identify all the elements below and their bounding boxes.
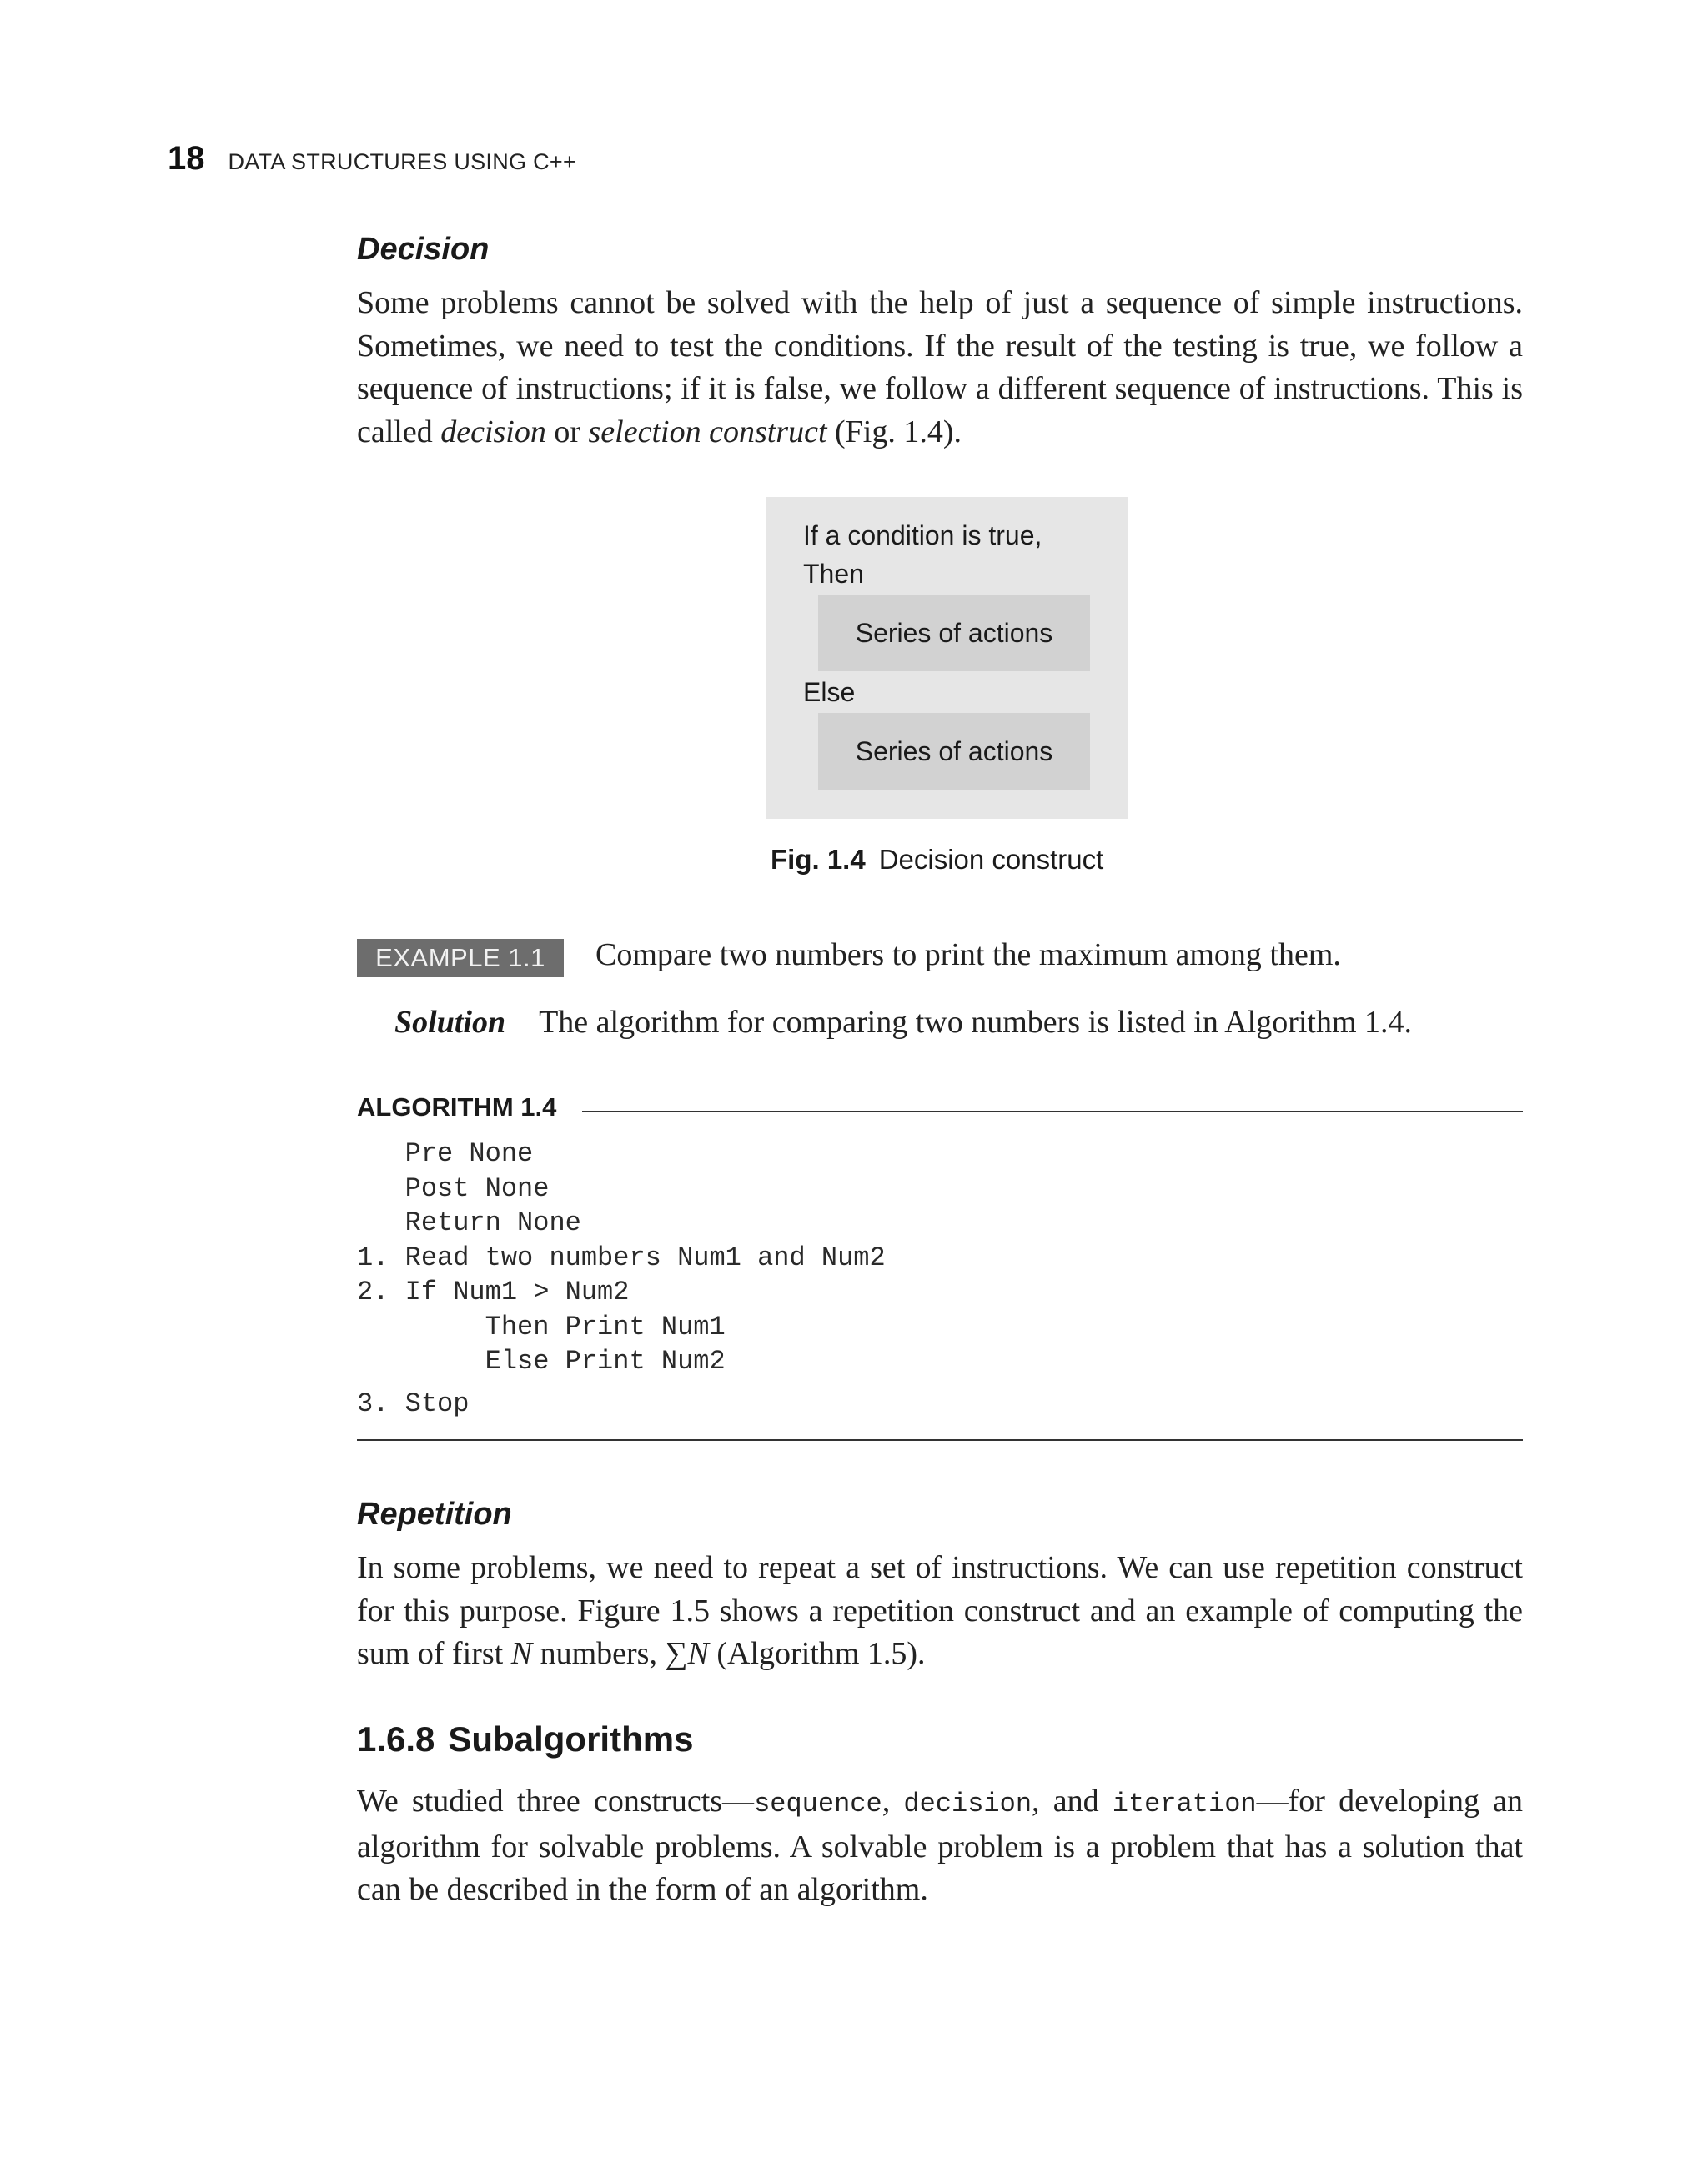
repetition-text-2: numbers, ∑ [532, 1636, 688, 1671]
figure-caption-label: Fig. 1.4 [771, 844, 866, 875]
figure-then-actions-label: Series of actions [855, 617, 1053, 648]
figure-else-actions-box [818, 713, 1090, 790]
decision-term: decision [440, 414, 546, 449]
section-number: 1.6.8 [357, 1719, 435, 1759]
solution-text: The algorithm for comparing two numbers is listed in Algorithm 1.4. [539, 1005, 1413, 1040]
repetition-text-1: In some problems, we need to repeat a set of instructions. We can use repetition construct for this purpose. Figure 1.5 shows a repetition construct and an example of computing the sum of first [357, 1550, 1523, 1671]
code-decision: decision [903, 1789, 1032, 1819]
figure-caption [771, 844, 1103, 876]
algorithm-line: Pre None [357, 1138, 534, 1169]
repetition-paragraph-block [357, 1547, 1523, 1676]
algorithm-code [357, 1137, 886, 1421]
figure-caption-text: Decision construct [878, 844, 1104, 875]
subalgorithms-text-1: We studied three constructs— [357, 1784, 755, 1819]
example-text: Compare two numbers to print the maximum among them. [595, 937, 1341, 972]
page-number: 18 [168, 140, 205, 177]
algorithm-line: Then Print Num1 [357, 1311, 726, 1342]
algorithm-line: 3. Stop [357, 1388, 470, 1419]
algorithm-line: Else Print Num2 [357, 1346, 726, 1377]
figure-then-label: Then [803, 559, 864, 589]
book-title: DATA STRUCTURES USING C++ [228, 149, 577, 174]
subalgorithms-sep-1: , [882, 1784, 904, 1819]
repetition-var-n-sum: N [687, 1636, 709, 1671]
code-sequence: sequence [754, 1789, 882, 1819]
figure-else-label: Else [803, 677, 856, 707]
decision-heading: Decision [357, 232, 490, 267]
subalgorithms-paragraph [357, 1780, 1523, 1912]
decision-text-2: or [545, 414, 589, 449]
algorithm-line: Return None [357, 1207, 581, 1238]
repetition-section [357, 1497, 1523, 1533]
section-heading [357, 1719, 1523, 1759]
solution-row [394, 1004, 1412, 1041]
figure-condition-line: If a condition is true, [803, 520, 1042, 550]
repetition-paragraph [357, 1547, 1523, 1676]
solution-label: Solution [394, 1005, 506, 1040]
algorithm-title: ALGORITHM 1.4 [357, 1092, 573, 1122]
algorithm-top-rule [582, 1111, 1523, 1112]
subalgorithms-sep-2: , and [1032, 1784, 1113, 1819]
figure-then-actions-box [818, 595, 1090, 671]
example-badge: EXAMPLE 1.1 [357, 939, 564, 977]
repetition-var-n: N [510, 1636, 533, 1671]
code-iteration: iteration [1112, 1789, 1257, 1819]
repetition-heading: Repetition [357, 1497, 512, 1532]
algorithm-bottom-rule [357, 1439, 1523, 1441]
subalgorithms-text-2: —for developing an algorithm for solvable problems. A solvable problem is a problem that has a solution that can be described in the form of an algorithm. [357, 1784, 1523, 1907]
subalgorithms-paragraph-block [357, 1780, 1523, 1912]
algorithm-line: 2. If Num1 > Num2 [357, 1277, 630, 1307]
section-title: Subalgorithms [448, 1719, 694, 1759]
selection-construct-term: selection construct [588, 414, 827, 449]
algorithm-line: 1. Read two numbers Num1 and Num2 [357, 1242, 886, 1273]
repetition-text-3: (Algorithm 1.5). [708, 1636, 926, 1671]
decision-text-3: (Fig. 1.4). [826, 414, 962, 449]
algorithm-header [357, 1092, 1523, 1126]
running-head [168, 140, 576, 178]
decision-paragraph [357, 282, 1523, 454]
decision-paragraph-block [357, 282, 1523, 454]
decision-construct-figure [766, 497, 1128, 819]
figure-else-actions-label: Series of actions [855, 735, 1053, 766]
subalgorithms-section [357, 1719, 1523, 1759]
decision-section [357, 232, 1523, 268]
algorithm-line: Post None [357, 1172, 550, 1204]
decision-text-1: Some problems cannot be solved with the help of just a sequence of simple instructions. Sometimes, we need to test the conditions. If the result of the testing is true, we follow a sequence of instructions; if it is false, we follow a different sequence of instructions. This is called [357, 285, 1523, 449]
example-row [357, 934, 1523, 981]
